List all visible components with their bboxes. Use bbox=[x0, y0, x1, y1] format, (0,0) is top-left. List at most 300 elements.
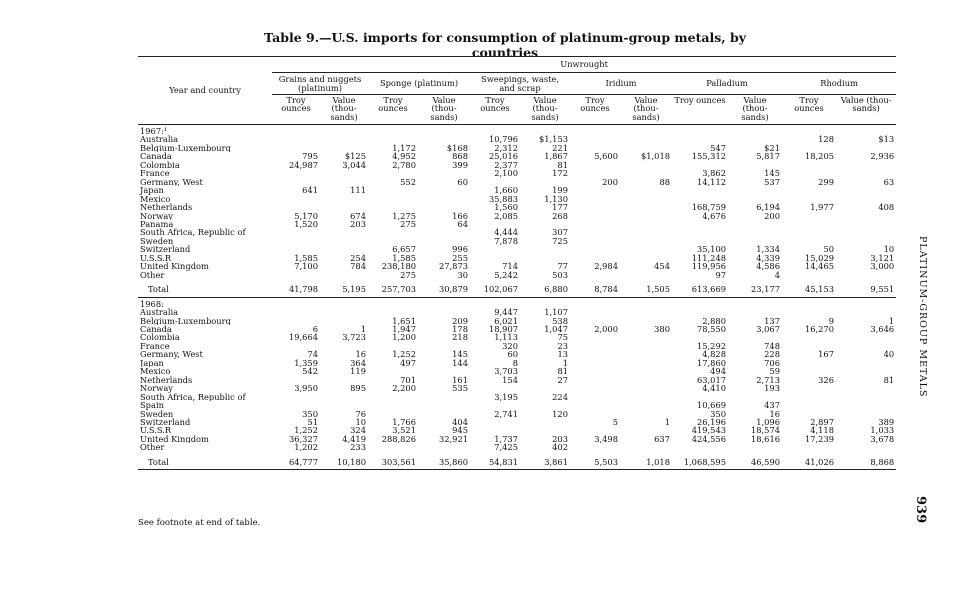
value-cell: 1 bbox=[562, 358, 568, 368]
value-cell: 137 bbox=[764, 316, 780, 325]
value-cell: 5,170 bbox=[294, 211, 318, 220]
value-cell bbox=[836, 144, 896, 152]
value-cell: 299 bbox=[818, 177, 834, 187]
value-cell: 419,543 bbox=[691, 426, 726, 435]
value-cell bbox=[672, 161, 728, 169]
table-row bbox=[138, 384, 896, 392]
table-row bbox=[138, 325, 896, 333]
total-value-cell: 6,880 bbox=[520, 279, 570, 297]
value-cell: 81 bbox=[557, 160, 568, 170]
value-cell: 16 bbox=[769, 409, 780, 418]
value-cell bbox=[418, 135, 470, 143]
total-value-cell: 1,505 bbox=[620, 279, 672, 297]
country-cell: South Africa, Republic of bbox=[140, 228, 246, 237]
value-cell bbox=[570, 186, 620, 194]
value-header: Value (thou- sands) bbox=[320, 95, 368, 125]
value-cell: 145 bbox=[452, 350, 468, 359]
value-cell bbox=[570, 401, 620, 409]
value-cell bbox=[728, 135, 782, 143]
table-row bbox=[138, 144, 896, 152]
value-cell bbox=[570, 350, 620, 358]
value-cell bbox=[418, 186, 470, 194]
value-cell bbox=[570, 443, 620, 451]
value-cell bbox=[520, 245, 570, 253]
value-cell: 725 bbox=[552, 236, 568, 246]
value-cell: 2,936 bbox=[870, 152, 895, 161]
value-cell bbox=[672, 220, 728, 228]
value-cell bbox=[836, 443, 896, 451]
value-cell: 145 bbox=[764, 169, 780, 178]
value-cell bbox=[368, 342, 418, 350]
value-cell bbox=[320, 393, 368, 401]
value-cell: 19,664 bbox=[288, 333, 318, 342]
value-cell: 1,520 bbox=[294, 219, 318, 229]
value-cell bbox=[418, 203, 470, 211]
value-cell: 4,118 bbox=[810, 426, 834, 435]
value-cell bbox=[320, 195, 368, 203]
value-cell bbox=[728, 237, 782, 245]
value-cell: 1,977 bbox=[810, 203, 834, 212]
value-cell bbox=[836, 384, 896, 392]
value-cell bbox=[418, 401, 470, 409]
value-cell bbox=[782, 161, 836, 169]
value-cell bbox=[272, 308, 320, 316]
value-cell: 35,883 bbox=[488, 194, 518, 204]
value-cell bbox=[570, 195, 620, 203]
total-value-cell: 41,026 bbox=[782, 452, 836, 470]
value-cell: 119 bbox=[350, 367, 366, 376]
value-cell bbox=[320, 237, 368, 245]
value-cell bbox=[320, 203, 368, 211]
value-cell: 224 bbox=[552, 392, 568, 402]
table-row bbox=[138, 308, 896, 316]
year-label: 1967:¹ bbox=[140, 126, 168, 136]
value-cell bbox=[836, 342, 896, 350]
table-row bbox=[138, 195, 896, 203]
value-cell bbox=[368, 195, 418, 203]
value-cell: 155,312 bbox=[691, 152, 726, 161]
value-cell: 15,292 bbox=[696, 341, 726, 351]
value-cell bbox=[368, 203, 418, 211]
value-cell bbox=[418, 342, 470, 350]
total-value-cell: 5,195 bbox=[320, 279, 368, 297]
value-cell: 2,741 bbox=[494, 409, 518, 418]
total-value-cell: 257,703 bbox=[368, 279, 418, 297]
total-value-cell: 8,784 bbox=[570, 279, 620, 297]
value-cell: 40 bbox=[883, 350, 895, 359]
value-cell: 36,327 bbox=[288, 434, 318, 444]
value-cell: 5,242 bbox=[494, 270, 518, 280]
value-cell: 209 bbox=[452, 316, 468, 325]
country-cell: Mexico bbox=[140, 194, 171, 204]
troy-ounces-header: Troy ounces bbox=[782, 95, 836, 125]
value-cell: $168 bbox=[446, 143, 468, 153]
value-cell: 5,817 bbox=[756, 152, 780, 161]
total-value-cell: 23,177 bbox=[728, 279, 782, 297]
value-cell bbox=[570, 308, 620, 316]
value-cell: 1,047 bbox=[544, 324, 568, 334]
value-cell bbox=[570, 228, 620, 236]
value-cell: 1 bbox=[664, 417, 670, 427]
value-cell bbox=[570, 376, 620, 384]
value-cell bbox=[272, 144, 320, 152]
year-country-header: Year and country bbox=[138, 57, 272, 125]
total-value-cell: 54,831 bbox=[470, 452, 520, 470]
value-cell bbox=[672, 443, 728, 451]
value-cell: 154 bbox=[502, 375, 518, 385]
value-cell bbox=[570, 144, 620, 152]
value-cell: 2,200 bbox=[392, 384, 416, 393]
country-cell: Netherlands bbox=[140, 203, 193, 212]
value-cell: 4,952 bbox=[392, 152, 416, 161]
value-cell: 221 bbox=[552, 143, 568, 153]
value-cell bbox=[620, 228, 672, 236]
value-cell: 3,703 bbox=[494, 367, 518, 376]
value-cell bbox=[470, 384, 520, 392]
value-cell bbox=[320, 169, 368, 177]
value-cell: 454 bbox=[654, 262, 670, 271]
value-cell: 6 bbox=[312, 324, 318, 334]
value-cell: 75 bbox=[557, 333, 568, 342]
table-row bbox=[138, 376, 896, 384]
value-cell bbox=[320, 271, 368, 279]
value-cell: 535 bbox=[452, 384, 468, 393]
value-cell bbox=[272, 237, 320, 245]
value-cell bbox=[368, 443, 418, 451]
value-cell: 177 bbox=[552, 203, 568, 212]
value-cell: $21 bbox=[764, 143, 780, 153]
value-cell bbox=[620, 342, 672, 350]
table-row bbox=[138, 350, 896, 358]
value-cell: 1,737 bbox=[494, 434, 518, 444]
value-cell: 166 bbox=[452, 211, 468, 220]
value-cell: 2,312 bbox=[494, 143, 518, 153]
table-row bbox=[138, 237, 896, 245]
value-cell bbox=[272, 245, 320, 253]
value-cell: 1,359 bbox=[294, 358, 318, 368]
value-cell bbox=[620, 271, 672, 279]
value-cell bbox=[418, 237, 470, 245]
value-cell bbox=[836, 186, 896, 194]
value-cell: 14,112 bbox=[696, 177, 726, 187]
value-cell: 437 bbox=[764, 401, 780, 410]
country-cell: Germany, West bbox=[140, 177, 203, 187]
country-cell: Sweden bbox=[140, 236, 174, 246]
value-cell bbox=[836, 161, 896, 169]
value-cell bbox=[782, 443, 836, 451]
value-cell bbox=[470, 178, 520, 186]
country-cell: Other bbox=[140, 270, 165, 280]
value-cell bbox=[470, 254, 520, 262]
value-cell: 706 bbox=[764, 358, 780, 368]
value-cell: 1,252 bbox=[294, 426, 318, 435]
table-row bbox=[138, 161, 896, 169]
value-cell bbox=[672, 135, 728, 143]
value-cell bbox=[620, 350, 672, 358]
value-cell bbox=[782, 367, 836, 375]
value-cell: 10 bbox=[883, 245, 895, 254]
table-row bbox=[138, 393, 896, 401]
value-cell bbox=[570, 135, 620, 143]
value-cell: 2,984 bbox=[594, 262, 618, 271]
value-cell bbox=[570, 169, 620, 177]
value-cell: 200 bbox=[602, 177, 618, 187]
total-row bbox=[138, 452, 896, 470]
group-header: Sweepings, waste, and scrap bbox=[470, 73, 570, 95]
value-cell: 1,130 bbox=[544, 194, 568, 204]
value-cell bbox=[836, 367, 896, 375]
value-cell: 424,556 bbox=[691, 434, 726, 444]
value-cell: 275 bbox=[400, 270, 416, 280]
country-cell: Germany, West bbox=[140, 350, 203, 359]
value-cell bbox=[272, 342, 320, 350]
value-cell bbox=[782, 212, 836, 220]
value-cell: 503 bbox=[552, 270, 568, 280]
value-cell bbox=[570, 212, 620, 220]
value-cell: 32,921 bbox=[438, 434, 468, 444]
value-cell bbox=[620, 161, 672, 169]
side-running-head: PLATINUM-GROUP METALS bbox=[917, 236, 928, 398]
value-cell: 701 bbox=[400, 375, 416, 385]
value-cell bbox=[320, 144, 368, 152]
country-cell: Netherlands bbox=[140, 375, 193, 385]
value-cell: 18,205 bbox=[804, 152, 834, 161]
value-cell: 996 bbox=[452, 245, 468, 254]
value-cell: 167 bbox=[818, 350, 834, 359]
value-cell: 4,410 bbox=[702, 384, 726, 393]
value-cell: 6,021 bbox=[494, 316, 518, 325]
country-cell: France bbox=[140, 341, 170, 351]
value-cell bbox=[620, 367, 672, 375]
value-cell bbox=[672, 237, 728, 245]
table-row bbox=[138, 426, 896, 434]
value-cell: 18,616 bbox=[750, 434, 780, 444]
value-cell bbox=[320, 376, 368, 384]
value-cell bbox=[672, 308, 728, 316]
value-cell bbox=[272, 393, 320, 401]
value-cell: 3,195 bbox=[494, 392, 518, 402]
value-cell bbox=[728, 228, 782, 236]
value-cell: 144 bbox=[452, 358, 468, 368]
table-row bbox=[138, 410, 896, 418]
value-cell: 35,100 bbox=[696, 245, 726, 254]
value-cell bbox=[320, 178, 368, 186]
value-cell bbox=[520, 178, 570, 186]
value-cell: 9,447 bbox=[494, 308, 518, 317]
value-cell bbox=[728, 333, 782, 341]
value-cell bbox=[368, 393, 418, 401]
value-cell: 1,275 bbox=[392, 211, 416, 220]
table-row bbox=[138, 220, 896, 228]
value-cell bbox=[520, 384, 570, 392]
table-row bbox=[138, 135, 896, 143]
country-cell: Belgium-Luxembourg bbox=[140, 316, 231, 325]
value-cell: 364 bbox=[350, 358, 366, 368]
value-cell: 1,113 bbox=[494, 333, 518, 342]
value-cell bbox=[570, 203, 620, 211]
country-cell: Japan bbox=[140, 186, 164, 195]
total-value-cell: 8,868 bbox=[836, 452, 896, 470]
value-cell: 2,100 bbox=[494, 169, 518, 178]
value-cell bbox=[782, 410, 836, 418]
value-cell: 380 bbox=[654, 324, 670, 334]
value-cell: 748 bbox=[764, 341, 780, 351]
value-cell: 161 bbox=[452, 375, 468, 385]
value-cell bbox=[570, 426, 620, 434]
total-value-cell: 303,561 bbox=[368, 452, 418, 470]
value-cell bbox=[520, 220, 570, 228]
value-cell: 4,339 bbox=[756, 253, 780, 263]
value-cell: 16,270 bbox=[804, 324, 834, 334]
value-cell: 25,016 bbox=[488, 152, 518, 161]
value-cell: 13 bbox=[557, 350, 568, 359]
unwrought-header: Unwrought bbox=[272, 57, 896, 73]
value-cell: 404 bbox=[452, 417, 468, 427]
table-row bbox=[138, 178, 896, 186]
value-cell: 60 bbox=[507, 350, 518, 359]
country-cell: United Kingdom bbox=[140, 434, 209, 444]
table-row bbox=[138, 443, 896, 451]
value-cell bbox=[272, 228, 320, 236]
total-value-cell: 35,860 bbox=[418, 452, 470, 470]
value-cell bbox=[728, 308, 782, 316]
value-cell: 1,200 bbox=[392, 333, 416, 342]
value-cell: 2,000 bbox=[594, 324, 618, 334]
value-cell bbox=[470, 426, 520, 434]
value-cell: 945 bbox=[452, 426, 468, 435]
value-cell: $13 bbox=[878, 135, 895, 144]
value-cell: 2,897 bbox=[810, 417, 834, 427]
value-cell: $125 bbox=[344, 152, 366, 161]
value-cell bbox=[368, 401, 418, 409]
value-cell: 4,676 bbox=[702, 211, 726, 220]
value-cell bbox=[620, 237, 672, 245]
value-cell bbox=[272, 317, 320, 325]
value-cell: $1,153 bbox=[538, 135, 568, 144]
value-cell bbox=[836, 401, 896, 409]
group-header: Rhodium bbox=[782, 73, 896, 95]
table-row bbox=[138, 342, 896, 350]
value-cell: 111 bbox=[350, 186, 366, 195]
value-cell: 497 bbox=[400, 358, 416, 368]
value-cell bbox=[418, 443, 470, 451]
table-row bbox=[138, 169, 896, 177]
value-cell: 350 bbox=[302, 409, 318, 418]
value-cell: 1,867 bbox=[544, 152, 568, 161]
value-cell bbox=[620, 135, 672, 143]
value-cell bbox=[836, 228, 896, 236]
value-cell bbox=[782, 393, 836, 401]
value-cell: 538 bbox=[552, 316, 568, 325]
value-cell: 7,878 bbox=[494, 236, 518, 246]
table-row bbox=[138, 262, 896, 270]
value-cell: 16 bbox=[355, 350, 366, 359]
country-cell: Colombia bbox=[140, 333, 180, 342]
troy-ounces-header: Troy ounces bbox=[672, 95, 728, 125]
value-cell bbox=[620, 393, 672, 401]
value-cell bbox=[620, 376, 672, 384]
value-cell bbox=[620, 384, 672, 392]
value-cell: 51 bbox=[307, 417, 318, 427]
value-cell: 3,723 bbox=[342, 333, 366, 342]
value-cell bbox=[620, 359, 672, 367]
value-cell: 1,560 bbox=[494, 203, 518, 212]
value-cell: 3,950 bbox=[294, 384, 318, 393]
value-cell: 4 bbox=[774, 270, 780, 280]
value-cell: 714 bbox=[502, 262, 518, 271]
value-cell: 81 bbox=[557, 367, 568, 376]
value-cell bbox=[620, 144, 672, 152]
value-cell bbox=[368, 367, 418, 375]
value-cell bbox=[836, 212, 896, 220]
value-cell bbox=[836, 220, 896, 228]
value-cell: 552 bbox=[400, 177, 416, 187]
value-cell bbox=[570, 317, 620, 325]
value-cell: 15,029 bbox=[804, 253, 834, 263]
country-cell: Colombia bbox=[140, 160, 180, 170]
value-cell bbox=[836, 308, 896, 316]
table-row bbox=[138, 228, 896, 236]
value-cell: 60 bbox=[457, 177, 468, 187]
value-cell: 3,678 bbox=[870, 434, 895, 444]
value-cell: 59 bbox=[769, 367, 780, 376]
value-cell bbox=[570, 237, 620, 245]
year-row bbox=[138, 125, 896, 136]
value-cell bbox=[570, 271, 620, 279]
value-cell bbox=[272, 401, 320, 409]
value-cell bbox=[836, 195, 896, 203]
value-cell bbox=[320, 135, 368, 143]
value-cell bbox=[672, 333, 728, 341]
value-cell: 74 bbox=[307, 350, 318, 359]
value-cell: 542 bbox=[302, 367, 318, 376]
table-row bbox=[138, 212, 896, 220]
value-cell bbox=[620, 254, 672, 262]
total-value-cell: 10,180 bbox=[320, 452, 368, 470]
value-cell bbox=[620, 426, 672, 434]
total-value-cell: 1,068,595 bbox=[672, 452, 728, 470]
value-cell bbox=[728, 195, 782, 203]
country-cell: Canada bbox=[140, 152, 172, 161]
group-header: Palladium bbox=[672, 73, 782, 95]
value-cell bbox=[782, 195, 836, 203]
value-cell: 111,248 bbox=[691, 253, 726, 263]
value-header: Value (thou- sands) bbox=[520, 95, 570, 125]
imports-table bbox=[138, 56, 896, 470]
value-cell: 3,044 bbox=[342, 160, 366, 170]
value-cell: $1,018 bbox=[640, 152, 670, 161]
total-value-cell: 41,798 bbox=[272, 279, 320, 297]
value-cell: 637 bbox=[654, 434, 670, 444]
value-cell: 88 bbox=[659, 177, 670, 187]
country-cell: France bbox=[140, 169, 170, 178]
value-cell bbox=[782, 228, 836, 236]
table-row bbox=[138, 152, 896, 160]
value-cell bbox=[272, 203, 320, 211]
value-cell bbox=[620, 333, 672, 341]
value-cell: 895 bbox=[350, 384, 366, 393]
value-cell: 494 bbox=[710, 367, 726, 376]
value-cell: 14,465 bbox=[804, 262, 834, 271]
value-cell bbox=[320, 401, 368, 409]
value-cell: 128 bbox=[818, 135, 834, 144]
country-cell: South Africa, Republic of bbox=[140, 392, 246, 402]
value-cell bbox=[620, 169, 672, 177]
value-cell: 203 bbox=[552, 434, 568, 444]
value-cell: 3,521 bbox=[392, 426, 416, 435]
value-cell: 1,585 bbox=[392, 253, 416, 263]
value-cell: 1 bbox=[888, 316, 895, 325]
